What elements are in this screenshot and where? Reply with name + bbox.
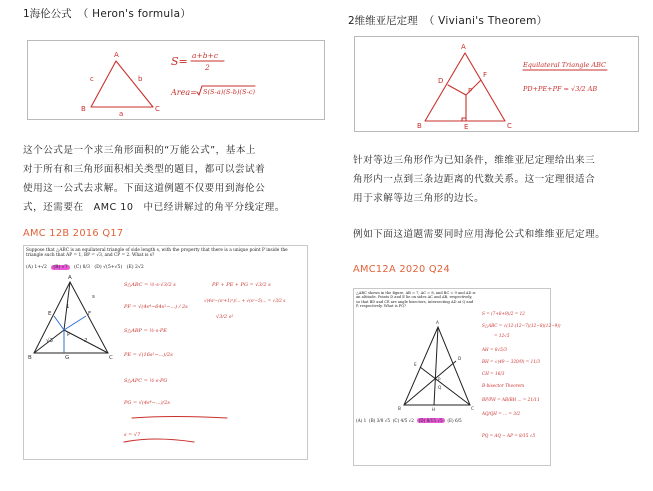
problem2-choice: (A) 1 (356, 418, 367, 423)
heron-figure (27, 40, 325, 120)
section2-heading-cn: 2维维亚尼定理 (348, 15, 418, 27)
p2-point-h: H (432, 407, 436, 412)
problem2-choice: (B) 3/8 √5 (368, 418, 391, 423)
p1-point-p: P (67, 332, 71, 338)
p1-foot-g: G (65, 355, 70, 361)
heron-paragraph-line: 使用这一公式去求解。下面这道例题不仅要用到海伦公 (23, 183, 266, 194)
viviani-point-p: P (468, 87, 473, 95)
viviani-vertex-b: B (417, 122, 422, 130)
viviani-figure (354, 36, 639, 132)
problem1-choice: (C) 8/3 (74, 265, 90, 270)
heron-area-expr: S(S-a)(S-b)(S-c) (203, 88, 256, 96)
problem1-statement: Suppose that △ABC is an equilateral triangle of side length s, with the property that there is a unique point P inside the triangle such that AP = 1, BP = √3, and CP = 2. What is s? (26, 248, 288, 259)
heron-side-b: b (138, 75, 143, 83)
p2-vertex-b: B (398, 406, 401, 411)
heron-paragraph-line: 这个公式是一个求三角形面积的“万能公式”，基本上 (23, 145, 257, 156)
p1-work-line: PG = √(4s⁴−...)/2s (124, 400, 170, 406)
heron-paragraph (23, 141, 333, 217)
problem1-choice: (D) √(5+√5) (94, 265, 123, 270)
p2-vertex-a: A (436, 320, 439, 325)
viviani-paragraph-2: 例如下面这道题需要同时应用海伦公式和维维亚尼定理。 (353, 229, 606, 240)
section1-heading (23, 6, 191, 21)
problem1-drawing (24, 246, 307, 459)
heron-s-denominator: 2 (205, 63, 210, 72)
viviani-vertex-a: A (461, 43, 466, 51)
p1-len-2: 2 (84, 338, 88, 344)
heron-side-a: a (119, 110, 124, 118)
problem2-choice: (E) 6/5 (447, 418, 462, 423)
section1-heading-cn: 1海伦公式 (23, 8, 72, 20)
p2-work-line: S△ABC = √(12·(12−7)(12−8)(12−9)) (482, 323, 561, 328)
heron-s-numerator: a+b+c (192, 51, 219, 60)
p2-work-line: = 12√5 (494, 333, 510, 338)
heron-figure-drawing (28, 41, 324, 119)
problem1-choice: (A) 1+√2 (26, 265, 47, 270)
viviani-vertex-c: C (507, 122, 512, 130)
heron-vertex-b: B (81, 105, 86, 113)
p1-work-line: PF + PE + PG = √3/2 s (212, 282, 271, 288)
p1-work-line: PF = √(4s⁴−64s²−...) / 2s (124, 304, 188, 310)
viviani-note-title: Equilateral Triangle ABC (523, 61, 607, 69)
viviani-paragraph-line: 角形内一点到三条边距离的代数关系。这一定理很适合 (353, 174, 596, 185)
problem2-drawing (354, 289, 561, 465)
viviani-note-formula: PD+PE+PF = √3/2 AB (523, 85, 598, 93)
viviani-figure-drawing (355, 37, 638, 131)
p2-point-d: D (458, 356, 462, 361)
viviani-paragraph-line: 针对等边三角形作为已知条件，维维亚尼定理给出来三 (353, 155, 596, 166)
p2-work-line: BP/PH = AB/BH ... = 21/11 (482, 397, 540, 402)
p2-work-line: B-bisector Theorem (482, 383, 525, 388)
p2-work-line: S = (7+8+9)/2 = 12 (482, 311, 525, 316)
problem2-choice-selected: (D) 8/15 √5 (418, 418, 443, 423)
section1-heading-en: （ Heron's formula） (77, 8, 192, 20)
p1-work-line: √(4s²−(s²+1)²)/... + √(s²−5)... = √3/2 s (204, 298, 286, 303)
heron-s-lhs: S= (171, 55, 188, 68)
p2-work-line: AQ/QH = ... = 3/2 (482, 411, 521, 416)
heron-vertex-c: C (155, 105, 160, 113)
viviani-foot-d: D (438, 77, 444, 85)
p1-work-line: PE = √(16s²−...)/2s (124, 352, 173, 358)
p1-vertex-c: C (109, 355, 113, 361)
problem1-choice-selected: (B) √7 (53, 265, 68, 270)
section2-heading-en: （ Viviani's Theorem） (423, 15, 548, 27)
p1-side-s: s (92, 294, 95, 300)
heron-paragraph-line: 式，还需要在 AMC 10 中已经讲解过的角平分线定理。 (23, 202, 285, 213)
problem2-title: AMC12A 2020 Q24 (353, 264, 451, 275)
p1-len-1: 1 (66, 304, 70, 310)
p2-point-p: P (438, 377, 441, 382)
p2-work-line: CH = 16/3 (482, 371, 505, 376)
p2-vertex-c: C (471, 406, 474, 411)
problem2-solution (353, 288, 561, 466)
viviani-foot-f: F (483, 71, 488, 79)
p1-work-line: √3/2 s² (216, 314, 234, 320)
heron-paragraph-line: 对于所有和三角形面积相关类型的题目，都可以尝试着 (23, 164, 266, 175)
problem2-statement: △ABC shown in the figure, AB = 7, AC = 8, and BC = 9 and AD is an altitude. Points D and E lie on sides AC and AB, respectively, so that BD and CE are angle bisectors, intersecting AD at Q and P, respectively. What is PQ? (356, 291, 476, 309)
problem1-solution (23, 245, 308, 460)
problem2-choice: (C) 4/5 √2 (392, 418, 414, 423)
p1-work-line: s = √7 (124, 432, 141, 438)
p1-work-line: S△ABP = ½·s·PE (124, 328, 167, 334)
p1-work-line: S△APC = ½·s·PG (124, 378, 168, 384)
problem1-choice: (E) 2√2 (126, 265, 144, 270)
p2-work-line: AH = 8√5/3 (482, 347, 507, 352)
heron-vertex-a: A (114, 51, 119, 59)
p1-len-sqrt3: √3 (46, 338, 54, 344)
viviani-foot-e: E (464, 123, 469, 131)
p2-work-line: BH = √(49 − 320/9) = 11/3 (482, 359, 540, 364)
heron-area-label: Area= (171, 88, 197, 97)
section2-heading (348, 13, 547, 28)
viviani-paragraph (353, 151, 653, 208)
problem1-title: AMC 12B 2016 Q17 (23, 228, 124, 239)
p1-vertex-a: A (68, 275, 72, 281)
p2-point-q: Q (438, 385, 442, 390)
p1-work-line: S△ABC = ½·s·√3/2 s (124, 282, 176, 288)
p1-foot-f: F (88, 311, 92, 317)
p2-work-line: PQ = AQ − AP = 8/15 √5 (482, 433, 536, 438)
heron-side-c: c (90, 75, 94, 83)
p2-point-e: E (414, 362, 417, 367)
p1-vertex-b: B (28, 355, 32, 361)
viviani-paragraph-line: 用于求解等边三角形的边长。 (353, 193, 485, 204)
p1-foot-e: E (48, 311, 52, 317)
